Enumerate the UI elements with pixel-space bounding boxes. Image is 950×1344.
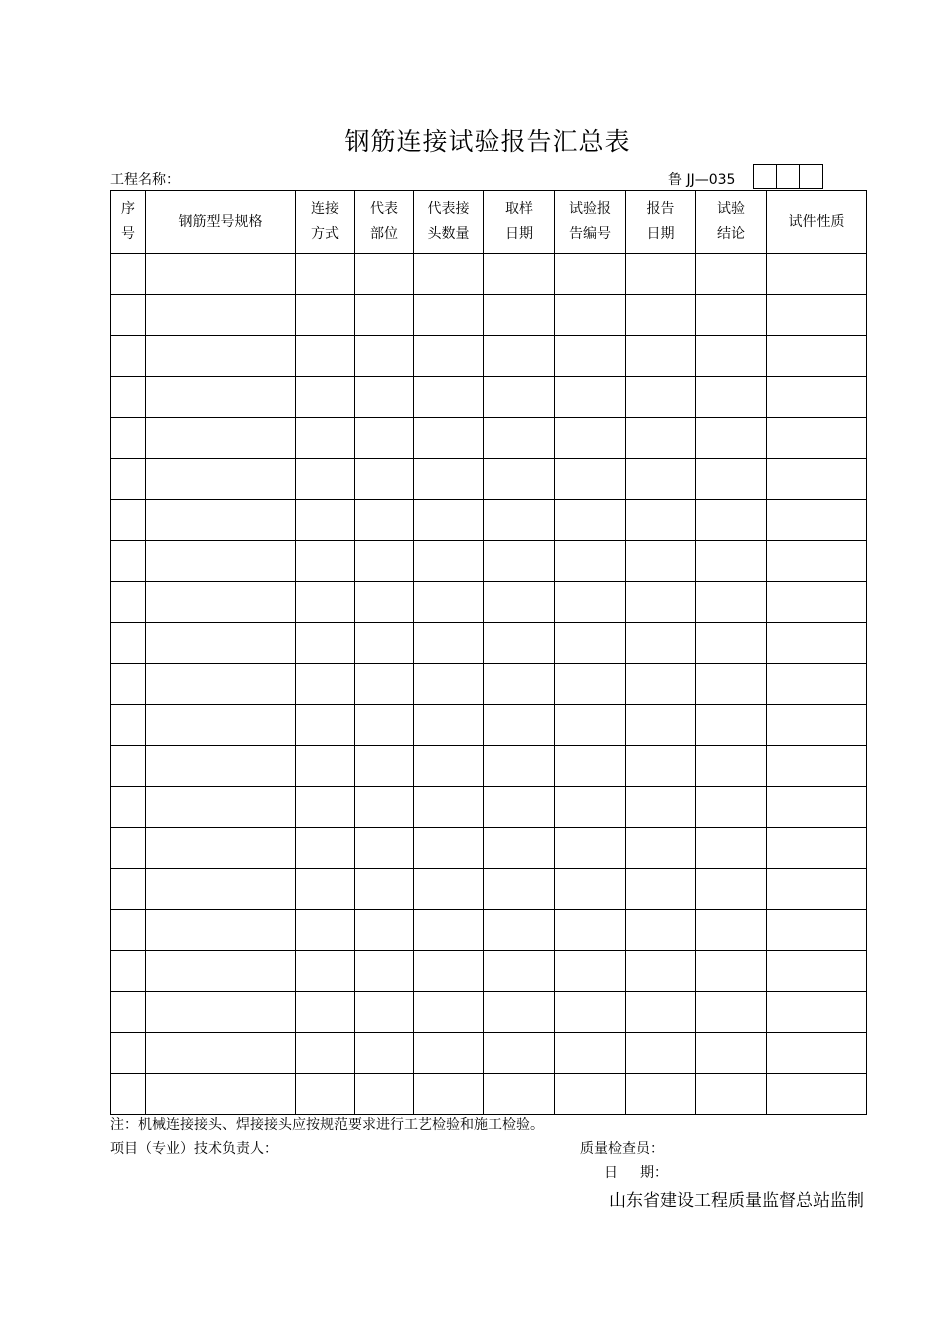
table-cell[interactable] bbox=[696, 951, 767, 992]
header-test-conclusion: 试验 结论 bbox=[696, 191, 767, 254]
table-row bbox=[111, 623, 867, 664]
table-cell[interactable] bbox=[696, 541, 767, 582]
table-cell[interactable] bbox=[555, 295, 626, 336]
table-cell[interactable] bbox=[146, 295, 296, 336]
table-cell[interactable] bbox=[296, 500, 355, 541]
table-cell[interactable] bbox=[296, 254, 355, 295]
table-cell[interactable] bbox=[296, 787, 355, 828]
table-cell[interactable] bbox=[296, 664, 355, 705]
table-cell[interactable] bbox=[355, 992, 414, 1033]
table-cell[interactable] bbox=[484, 787, 555, 828]
table-cell[interactable] bbox=[414, 992, 484, 1033]
table-cell[interactable] bbox=[146, 541, 296, 582]
table-row bbox=[111, 746, 867, 787]
table-cell[interactable] bbox=[296, 828, 355, 869]
table-cell[interactable] bbox=[296, 582, 355, 623]
table-row bbox=[111, 336, 867, 377]
table-cell[interactable] bbox=[696, 500, 767, 541]
table-cell[interactable] bbox=[355, 336, 414, 377]
table-cell[interactable] bbox=[414, 541, 484, 582]
table-cell[interactable] bbox=[555, 336, 626, 377]
table-cell[interactable] bbox=[767, 869, 867, 910]
table-cell[interactable] bbox=[696, 582, 767, 623]
table-cell[interactable] bbox=[111, 992, 146, 1033]
table-cell[interactable] bbox=[555, 418, 626, 459]
table-cell[interactable] bbox=[484, 377, 555, 418]
table-cell[interactable] bbox=[555, 746, 626, 787]
table-cell[interactable] bbox=[484, 951, 555, 992]
table-cell[interactable] bbox=[767, 500, 867, 541]
table-cell[interactable] bbox=[111, 951, 146, 992]
table-cell[interactable] bbox=[355, 828, 414, 869]
header-report-number: 试验报 告编号 bbox=[555, 191, 626, 254]
table-cell[interactable] bbox=[296, 336, 355, 377]
table-cell[interactable] bbox=[355, 705, 414, 746]
table-cell[interactable] bbox=[767, 254, 867, 295]
table-cell[interactable] bbox=[626, 336, 696, 377]
table-cell[interactable] bbox=[355, 254, 414, 295]
table-cell[interactable] bbox=[696, 295, 767, 336]
header-report-date: 报告 日期 bbox=[626, 191, 696, 254]
table-cell[interactable] bbox=[767, 992, 867, 1033]
table-cell[interactable] bbox=[111, 664, 146, 705]
table-cell[interactable] bbox=[555, 705, 626, 746]
table-cell[interactable] bbox=[626, 1074, 696, 1115]
table-cell[interactable] bbox=[355, 746, 414, 787]
table-cell[interactable] bbox=[484, 336, 555, 377]
table-cell[interactable] bbox=[146, 336, 296, 377]
table-cell[interactable] bbox=[111, 582, 146, 623]
table-cell[interactable] bbox=[355, 418, 414, 459]
table-row bbox=[111, 828, 867, 869]
table-cell[interactable] bbox=[696, 1074, 767, 1115]
table-cell[interactable] bbox=[626, 295, 696, 336]
table-cell[interactable] bbox=[111, 910, 146, 951]
table-cell[interactable] bbox=[767, 746, 867, 787]
table-cell[interactable] bbox=[296, 1033, 355, 1074]
tech-lead-label: 项目（专业）技术负责人： bbox=[110, 1141, 278, 1157]
table-cell[interactable] bbox=[414, 869, 484, 910]
table-cell[interactable] bbox=[555, 992, 626, 1033]
table-cell[interactable] bbox=[355, 1033, 414, 1074]
table-cell[interactable] bbox=[355, 869, 414, 910]
table-cell[interactable] bbox=[696, 459, 767, 500]
form-number-box[interactable] bbox=[776, 164, 800, 189]
table-cell[interactable] bbox=[626, 541, 696, 582]
table-cell[interactable] bbox=[146, 664, 296, 705]
table-cell[interactable] bbox=[355, 623, 414, 664]
table-cell[interactable] bbox=[626, 951, 696, 992]
table-cell[interactable] bbox=[146, 582, 296, 623]
header-specimen-type: 试件性质 bbox=[767, 191, 867, 254]
table-cell[interactable] bbox=[111, 459, 146, 500]
table-cell[interactable] bbox=[414, 951, 484, 992]
table-cell[interactable] bbox=[111, 336, 146, 377]
table-cell[interactable] bbox=[555, 787, 626, 828]
table-row bbox=[111, 705, 867, 746]
table-cell[interactable] bbox=[555, 869, 626, 910]
table-cell[interactable] bbox=[355, 664, 414, 705]
table-cell[interactable] bbox=[767, 705, 867, 746]
table-cell[interactable] bbox=[555, 910, 626, 951]
table-cell[interactable] bbox=[414, 705, 484, 746]
table-cell[interactable] bbox=[414, 1074, 484, 1115]
table-cell[interactable] bbox=[555, 500, 626, 541]
table-cell[interactable] bbox=[696, 992, 767, 1033]
table-cell[interactable] bbox=[484, 623, 555, 664]
table-cell[interactable] bbox=[111, 418, 146, 459]
table-cell[interactable] bbox=[355, 295, 414, 336]
table-cell[interactable] bbox=[414, 254, 484, 295]
table-cell[interactable] bbox=[414, 459, 484, 500]
table-row bbox=[111, 664, 867, 705]
table-row bbox=[111, 992, 867, 1033]
table-cell[interactable] bbox=[414, 418, 484, 459]
header-connection-method: 连接 方式 bbox=[296, 191, 355, 254]
table-cell[interactable] bbox=[555, 828, 626, 869]
table-cell[interactable] bbox=[555, 254, 626, 295]
table-cell[interactable] bbox=[626, 664, 696, 705]
table-cell[interactable] bbox=[111, 828, 146, 869]
table-cell[interactable] bbox=[555, 459, 626, 500]
table-cell[interactable] bbox=[146, 500, 296, 541]
table-row bbox=[111, 418, 867, 459]
table-row bbox=[111, 1074, 867, 1115]
header-representative-location: 代表 部位 bbox=[355, 191, 414, 254]
table-cell[interactable] bbox=[767, 459, 867, 500]
table-cell[interactable] bbox=[696, 254, 767, 295]
quality-inspector-label: 质量检查员： bbox=[580, 1141, 664, 1157]
table-cell[interactable] bbox=[296, 295, 355, 336]
form-code: 鲁 JJ—035 bbox=[668, 172, 736, 188]
table-cell[interactable] bbox=[111, 746, 146, 787]
table-cell[interactable] bbox=[414, 1033, 484, 1074]
table-cell[interactable] bbox=[111, 623, 146, 664]
table-cell[interactable] bbox=[696, 336, 767, 377]
table-cell[interactable] bbox=[767, 582, 867, 623]
table-cell[interactable] bbox=[484, 500, 555, 541]
table-row bbox=[111, 541, 867, 582]
table-cell[interactable] bbox=[696, 377, 767, 418]
table-cell[interactable] bbox=[414, 664, 484, 705]
table-cell[interactable] bbox=[111, 787, 146, 828]
table-row bbox=[111, 582, 867, 623]
table-cell[interactable] bbox=[146, 377, 296, 418]
table-row bbox=[111, 254, 867, 295]
table-cell[interactable] bbox=[111, 377, 146, 418]
table-cell[interactable] bbox=[355, 910, 414, 951]
form-number-boxes bbox=[753, 164, 823, 189]
table-cell[interactable] bbox=[626, 1033, 696, 1074]
table-cell[interactable] bbox=[355, 787, 414, 828]
table-cell[interactable] bbox=[767, 1033, 867, 1074]
table-row bbox=[111, 951, 867, 992]
table-cell[interactable] bbox=[296, 992, 355, 1033]
table-cell[interactable] bbox=[146, 910, 296, 951]
table-cell[interactable] bbox=[111, 1033, 146, 1074]
table-cell[interactable] bbox=[296, 951, 355, 992]
table-cell[interactable] bbox=[696, 705, 767, 746]
table-cell[interactable] bbox=[484, 1033, 555, 1074]
table-cell[interactable] bbox=[484, 869, 555, 910]
table-cell[interactable] bbox=[484, 418, 555, 459]
table-cell[interactable] bbox=[111, 500, 146, 541]
table-row bbox=[111, 377, 867, 418]
table-body bbox=[111, 254, 867, 1115]
table-cell[interactable] bbox=[111, 254, 146, 295]
table-cell[interactable] bbox=[296, 705, 355, 746]
table-cell[interactable] bbox=[111, 541, 146, 582]
table-cell[interactable] bbox=[484, 541, 555, 582]
table-cell[interactable] bbox=[296, 910, 355, 951]
header-joint-quantity: 代表接 头数量 bbox=[414, 191, 484, 254]
table-cell[interactable] bbox=[146, 992, 296, 1033]
page-title: 钢筋连接试验报告汇总表 bbox=[344, 127, 631, 156]
table-cell[interactable] bbox=[414, 336, 484, 377]
table-cell[interactable] bbox=[484, 992, 555, 1033]
table-cell[interactable] bbox=[355, 377, 414, 418]
table-cell[interactable] bbox=[414, 828, 484, 869]
date-label: 日 期： bbox=[604, 1165, 668, 1181]
table-cell[interactable] bbox=[767, 787, 867, 828]
table-cell[interactable] bbox=[111, 1074, 146, 1115]
table-cell[interactable] bbox=[767, 910, 867, 951]
table-cell[interactable] bbox=[296, 377, 355, 418]
table-cell[interactable] bbox=[626, 254, 696, 295]
table-cell[interactable] bbox=[626, 377, 696, 418]
table-cell[interactable] bbox=[355, 951, 414, 992]
table-cell[interactable] bbox=[414, 746, 484, 787]
table-cell[interactable] bbox=[414, 910, 484, 951]
table-cell[interactable] bbox=[146, 418, 296, 459]
table-cell[interactable] bbox=[696, 1033, 767, 1074]
table-cell[interactable] bbox=[696, 869, 767, 910]
table-cell[interactable] bbox=[696, 787, 767, 828]
table-cell[interactable] bbox=[626, 869, 696, 910]
table-cell[interactable] bbox=[296, 869, 355, 910]
table-cell[interactable] bbox=[146, 746, 296, 787]
table-cell[interactable] bbox=[626, 787, 696, 828]
table-cell[interactable] bbox=[626, 992, 696, 1033]
form-number-box[interactable] bbox=[753, 164, 777, 189]
table-cell[interactable] bbox=[146, 1033, 296, 1074]
table-cell[interactable] bbox=[146, 828, 296, 869]
table-cell[interactable] bbox=[296, 541, 355, 582]
table-cell[interactable] bbox=[555, 1074, 626, 1115]
table-cell[interactable] bbox=[146, 254, 296, 295]
table-row bbox=[111, 295, 867, 336]
header-sampling-date: 取样 日期 bbox=[484, 191, 555, 254]
table-cell[interactable] bbox=[696, 828, 767, 869]
table-cell[interactable] bbox=[626, 500, 696, 541]
table-cell[interactable] bbox=[696, 664, 767, 705]
table-cell[interactable] bbox=[767, 1074, 867, 1115]
table-cell[interactable] bbox=[146, 1074, 296, 1115]
table-cell[interactable] bbox=[767, 336, 867, 377]
table-row bbox=[111, 459, 867, 500]
table-cell[interactable] bbox=[484, 664, 555, 705]
table-cell[interactable] bbox=[626, 910, 696, 951]
form-number-box[interactable] bbox=[799, 164, 823, 189]
table-cell[interactable] bbox=[484, 582, 555, 623]
table-cell[interactable] bbox=[555, 377, 626, 418]
table-cell[interactable] bbox=[484, 1074, 555, 1115]
table-row bbox=[111, 1033, 867, 1074]
table-cell[interactable] bbox=[484, 295, 555, 336]
table-cell[interactable] bbox=[146, 951, 296, 992]
table-cell[interactable] bbox=[555, 1033, 626, 1074]
table-cell[interactable] bbox=[767, 295, 867, 336]
table-cell[interactable] bbox=[414, 500, 484, 541]
table-row bbox=[111, 869, 867, 910]
table-cell[interactable] bbox=[626, 418, 696, 459]
table-cell[interactable] bbox=[296, 746, 355, 787]
table-row bbox=[111, 787, 867, 828]
table-cell[interactable] bbox=[146, 705, 296, 746]
table-cell[interactable] bbox=[555, 664, 626, 705]
table-cell[interactable] bbox=[767, 951, 867, 992]
table-cell[interactable] bbox=[296, 418, 355, 459]
table-cell[interactable] bbox=[696, 418, 767, 459]
table-cell[interactable] bbox=[484, 459, 555, 500]
table-cell[interactable] bbox=[414, 623, 484, 664]
table-cell[interactable] bbox=[767, 418, 867, 459]
table-cell[interactable] bbox=[414, 377, 484, 418]
header-serial-number: 序 号 bbox=[111, 191, 146, 254]
table-cell[interactable] bbox=[146, 787, 296, 828]
header-row bbox=[111, 191, 867, 254]
table-cell[interactable] bbox=[355, 459, 414, 500]
table-cell[interactable] bbox=[296, 459, 355, 500]
table-cell[interactable] bbox=[355, 541, 414, 582]
table-cell[interactable] bbox=[146, 869, 296, 910]
table-cell[interactable] bbox=[696, 910, 767, 951]
table-cell[interactable] bbox=[414, 295, 484, 336]
table-cell[interactable] bbox=[555, 541, 626, 582]
table-cell[interactable] bbox=[767, 623, 867, 664]
table-cell[interactable] bbox=[767, 664, 867, 705]
table-cell[interactable] bbox=[626, 582, 696, 623]
table-cell[interactable] bbox=[626, 705, 696, 746]
table-cell[interactable] bbox=[626, 828, 696, 869]
table-cell[interactable] bbox=[146, 623, 296, 664]
table-cell[interactable] bbox=[484, 828, 555, 869]
table-row bbox=[111, 910, 867, 951]
table-cell[interactable] bbox=[626, 459, 696, 500]
table-cell[interactable] bbox=[414, 787, 484, 828]
table-cell[interactable] bbox=[484, 910, 555, 951]
table-cell[interactable] bbox=[296, 623, 355, 664]
table-cell[interactable] bbox=[484, 705, 555, 746]
table-cell[interactable] bbox=[626, 746, 696, 787]
table-cell[interactable] bbox=[111, 705, 146, 746]
table-row bbox=[111, 500, 867, 541]
table-cell[interactable] bbox=[767, 828, 867, 869]
table-cell[interactable] bbox=[414, 582, 484, 623]
table-cell[interactable] bbox=[767, 541, 867, 582]
table-cell[interactable] bbox=[626, 623, 696, 664]
table-cell[interactable] bbox=[146, 459, 296, 500]
table-cell[interactable] bbox=[484, 746, 555, 787]
table-cell[interactable] bbox=[111, 869, 146, 910]
table-cell[interactable] bbox=[355, 582, 414, 623]
table-cell[interactable] bbox=[484, 254, 555, 295]
table-cell[interactable] bbox=[696, 746, 767, 787]
table-cell[interactable] bbox=[555, 951, 626, 992]
table-cell[interactable] bbox=[296, 1074, 355, 1115]
summary-table bbox=[110, 190, 867, 1115]
header-rebar-spec: 钢筋型号规格 bbox=[146, 191, 296, 254]
note-text: 注：机械连接接头、焊接接头应按规范要求进行工艺检验和施工检验。 bbox=[110, 1117, 544, 1133]
table-cell[interactable] bbox=[355, 500, 414, 541]
table-cell[interactable] bbox=[767, 377, 867, 418]
supervisor-credit: 山东省建设工程质量监督总站监制 bbox=[609, 1191, 864, 1211]
table-cell[interactable] bbox=[355, 1074, 414, 1115]
table-cell[interactable] bbox=[696, 623, 767, 664]
project-name-label: 工程名称： bbox=[110, 172, 180, 188]
table-cell[interactable] bbox=[111, 295, 146, 336]
table-cell[interactable] bbox=[555, 582, 626, 623]
table-cell[interactable] bbox=[555, 623, 626, 664]
